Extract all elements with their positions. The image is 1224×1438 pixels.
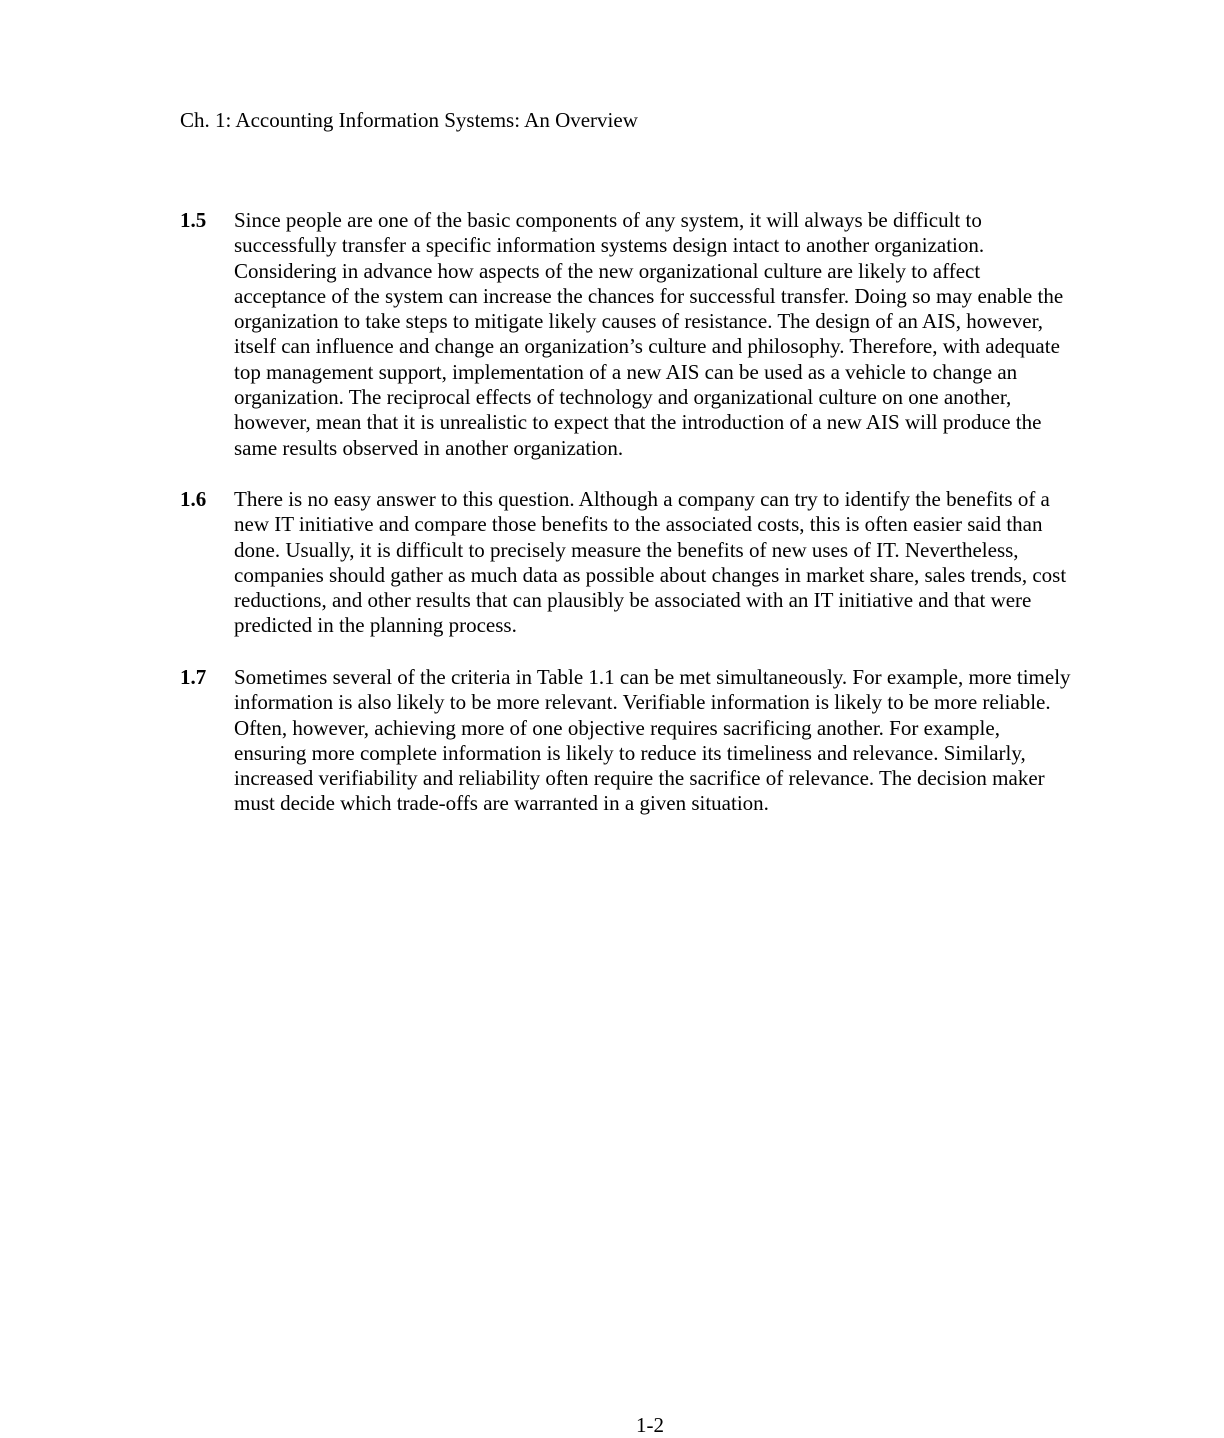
text-line: Sometimes several of the criteria in Table 1.1 can be met simultaneously. For example, more timely	[234, 665, 1071, 689]
text-line: predicted in the planning process.	[234, 613, 517, 638]
text-line: information is also likely to be more relevant. Verifiable information is likely to be more reliable.	[234, 690, 1051, 715]
answer-text	[234, 208, 1063, 461]
chapter-header: Ch. 1: Accounting Information Systems: An Overview	[180, 108, 638, 132]
answer-number: 1.7	[180, 665, 207, 689]
answer-number: 1.6	[180, 487, 207, 511]
text-line: acceptance of the system can increase the chances for successful transfer. Doing so may enable the	[234, 283, 1064, 308]
text-line: increased verifiability and reliability often require the sacrifice of relevance. The decision maker	[234, 766, 1045, 791]
text-line: must decide which trade-offs are warranted in a given situation.	[234, 791, 769, 816]
text-line: reductions, and other results that can plausibly be associated with an IT initiative and that were	[234, 588, 1032, 613]
text-line: new IT initiative and compare those benefits to the associated costs, this is often easier said than	[234, 512, 1043, 537]
text-line: organization. The reciprocal effects of technology and organizational culture on one another,	[234, 385, 1012, 410]
text-line: Often, however, achieving more of one objective requires sacrificing another. For example,	[234, 715, 1000, 740]
text-line: organization to take steps to mitigate likely causes of resistance. The design of an AIS, however,	[234, 309, 1044, 334]
answer-text	[234, 487, 1066, 639]
text-line: There is no easy answer to this question. Although a company can try to identify the benefits of a	[234, 487, 1050, 511]
text-line: top management support, implementation of a new AIS can be used as a vehicle to change an	[234, 359, 1018, 384]
page-number: 1-2	[636, 1413, 664, 1437]
text-line: companies should gather as much data as possible about changes in market share, sales trends, cost	[234, 562, 1067, 587]
answer-number: 1.5	[180, 208, 207, 232]
text-line: itself can influence and change an organization’s culture and philosophy. Therefore, with adequate	[234, 334, 1060, 359]
text-line: ensuring more complete information is likely to reduce its timeliness and relevance. Similarly,	[234, 740, 1026, 765]
text-line: however, mean that it is unrealistic to expect that the introduction of a new AIS will produce the	[234, 410, 1042, 435]
text-line: Considering in advance how aspects of the new organizational culture are likely to affect	[234, 258, 981, 283]
text-line: successfully transfer a specific information systems design intact to another organization.	[234, 233, 985, 258]
text-line: same results observed in another organization.	[234, 435, 624, 460]
text-line: Since people are one of the basic components of any system, it will always be difficult to	[234, 208, 982, 232]
answer-text	[234, 665, 1071, 817]
text-line: done. Usually, it is difficult to precisely measure the benefits of new uses of IT. Nevertheless,	[234, 537, 1019, 562]
